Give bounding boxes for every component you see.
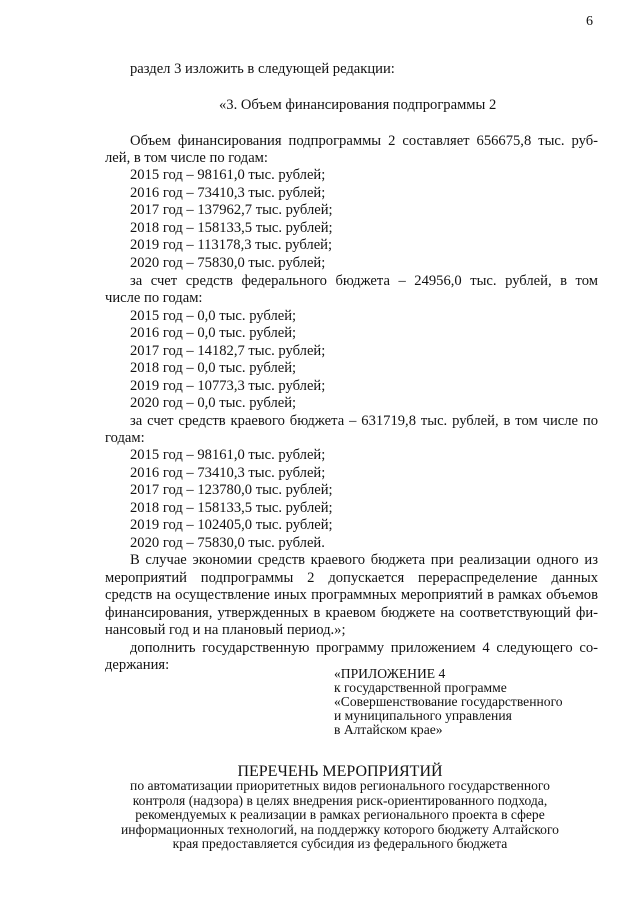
economy-line-4: финансирования, утвержденных в краевом бюджете на соответствующий фи- — [105, 605, 598, 621]
appendix-line-3: «Совершенствование государственного — [334, 694, 563, 709]
page-number: 6 — [586, 14, 593, 29]
regional-line-1: за счет средств краевого бюджета – 631719,8 тыс. рублей, в том числе по — [130, 413, 598, 429]
federal-year-2017: 2017 год – 14182,7 тыс. рублей; — [130, 343, 326, 359]
supplement-line-1: дополнить государственную программу приложением 4 следующего со- — [130, 640, 598, 656]
regional-year-2015: 2015 год – 98161,0 тыс. рублей; — [130, 447, 326, 463]
appendix-title: «ПРИЛОЖЕНИЕ 4 — [334, 666, 446, 681]
list-subtitle-1: по автоматизации приоритетных видов регионального государственного — [130, 778, 550, 793]
regional-year-2017: 2017 год – 123780,0 тыс. рублей; — [130, 482, 333, 498]
regional-line-2: годам: — [105, 430, 145, 446]
economy-line-2: мероприятий подпрограммы 2 допускается перераспределение данных — [105, 570, 598, 586]
total-year-2019: 2019 год – 113178,3 тыс. рублей; — [130, 237, 333, 253]
federal-year-2018: 2018 год – 0,0 тыс. рублей; — [130, 360, 297, 376]
federal-year-2019: 2019 год – 10773,3 тыс. рублей; — [130, 378, 326, 394]
federal-year-2016: 2016 год – 0,0 тыс. рублей; — [130, 325, 297, 341]
federal-year-2020: 2020 год – 0,0 тыс. рублей; — [130, 395, 297, 411]
appendix-line-2: к государственной программе — [334, 680, 507, 695]
federal-line-1: за счет средств федерального бюджета – 24956,0 тыс. рублей, в том — [130, 273, 598, 289]
federal-year-2015: 2015 год – 0,0 тыс. рублей; — [130, 308, 297, 324]
total-year-2016: 2016 год – 73410,3 тыс. рублей; — [130, 185, 326, 201]
list-subtitle-5: края предоставляется субсидия из федерального бюджета — [172, 836, 508, 851]
total-year-2018: 2018 год – 158133,5 тыс. рублей; — [130, 220, 333, 236]
regional-year-2018: 2018 год – 158133,5 тыс. рублей; — [130, 500, 333, 516]
list-subtitle-4: информационных технологий, на поддержку которого бюджету Алтайского — [121, 822, 559, 837]
appendix-line-4: и муниципального управления — [334, 708, 512, 723]
list-subtitle-2: контроля (надзора) в целях внедрения риск-ориентированного подхода, — [132, 793, 548, 808]
funding-line-2: лей, в том числе по годам: — [105, 150, 268, 166]
intro-line: раздел 3 изложить в следующей редакции: — [130, 61, 395, 77]
funding-line-1: Объем финансирования подпрограммы 2 составляет 656675,8 тыс. руб- — [130, 133, 598, 149]
federal-line-2: числе по годам: — [105, 290, 203, 306]
economy-line-1: В случае экономии средств краевого бюджета при реализации одного из — [130, 552, 598, 568]
total-year-2015: 2015 год – 98161,0 тыс. рублей; — [130, 167, 326, 183]
list-subtitle-3: рекомендуемых к реализации в рамках регионального проекта в сфере — [135, 807, 545, 822]
regional-year-2019: 2019 год – 102405,0 тыс. рублей; — [130, 517, 333, 533]
supplement-line-2: держания: — [105, 657, 170, 673]
total-year-2017: 2017 год – 137962,7 тыс. рублей; — [130, 202, 333, 218]
appendix-line-5: в Алтайском крае» — [334, 722, 443, 737]
total-year-2020: 2020 год – 75830,0 тыс. рублей; — [130, 255, 326, 271]
regional-year-2020: 2020 год – 75830,0 тыс. рублей. — [130, 535, 325, 551]
economy-line-5: нансовый год и на плановый период.»; — [105, 622, 346, 638]
regional-year-2016: 2016 год – 73410,3 тыс. рублей; — [130, 465, 326, 481]
section-title: «3. Объем финансирования подпрограммы 2 — [219, 97, 497, 113]
economy-line-3: средств на осуществление иных программных мероприятий в рамках объемов — [105, 587, 598, 603]
list-title: ПЕРЕЧЕНЬ МЕРОПРИЯТИЙ — [237, 763, 443, 780]
